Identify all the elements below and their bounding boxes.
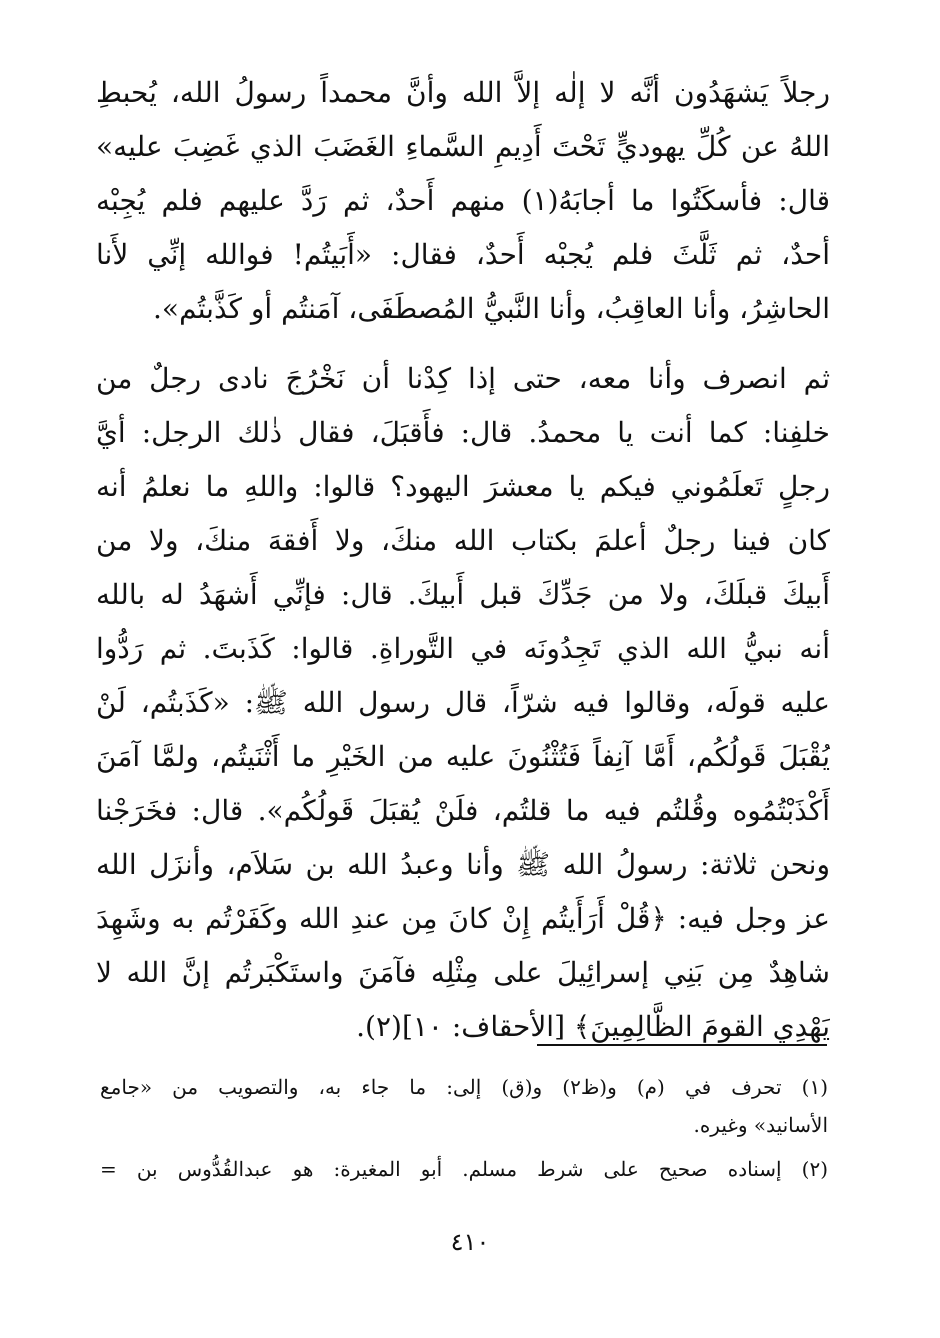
text-line: رجلٍ تَعلَمُوني فيكم يا معشرَ اليهود؟ قالوا: واللهِ ما نعلمُ أنه [96, 470, 830, 503]
footnote-line: (١) تحرف في (م) و(ظ٢) و(ق) إلى: ما جاء به، والتصويب من «جامع [100, 1075, 828, 1099]
text-line: ثم انصرف وأنا معه، حتى إذا كِدْنا أن نَخْرُجَ نادى رجلٌ من [96, 362, 830, 395]
page-number: ٤١٠ [450, 1228, 490, 1256]
footnote-line: (٢) إسناده صحيح على شرط مسلم. أبو المغيرة: هو عبدالقُدُّوس بن = [100, 1157, 828, 1181]
text-line: عليه قولَه، وقالوا فيه شرّاً، قال رسول الله ﷺ: «كَذَبتُم، لَنْ [96, 686, 830, 719]
text-line: الحاشِرُ، وأنا العاقِبُ، وأنا النَّبيُّ المُصطَفَى، آمَنتُم أو كَذَّبتُم». [153, 292, 830, 325]
text-line: شاهِدٌ مِن بَنِي إسرائِيلَ على مِثْلِه فآمَنَ واستَكْبَرتُم إنَّ الله لا [96, 956, 830, 989]
text-line: أَكْذَبْتُمُوه وقُلتُم فيه ما قلتُم، فلَنْ يُقبَلَ قَولُكُم». قال: فخَرَجْنا [96, 794, 830, 827]
text-line: عز وجل فيه: ﴿قُلْ أَرَأَيتُم إِنْ كانَ مِن عندِ الله وكَفَرْتُم به وشَهِدَ [96, 902, 830, 935]
text-line: خلفِنا: كما أنت يا محمدُ. قال: فأَقبَلَ، فقال ذٰلك الرجل: أيَّ [96, 416, 830, 449]
text-line: أَبيكَ قبلَكَ، ولا من جَدِّكَ قبل أَبيكَ. قال: فإنِّي أَشهَدُ له بالله [96, 578, 830, 611]
text-line: يَهْدِي القومَ الظَّالِمِينَ﴾ [الأحقاف: ١٠](٢). [356, 1010, 830, 1043]
text-line: يُقْبَلَ قَولُكُم، أَمَّا آنِفاً فَتُثْنُونَ عليه من الخَيْرِ ما أَثْنَيتُم، ولمَّا آمَنَ [96, 740, 830, 773]
text-line: كان فينا رجلٌ أعلمَ بكتاب الله منكَ، ولا أَفقهَ منكَ، ولا من [96, 524, 830, 557]
text-line: رجلاً يَشهَدُون أنَّه لا إلٰه إلاَّ الله وأنَّ محمداً رسولُ الله، يُحبطِ [96, 76, 830, 109]
text-line: قال: فأسكَتُوا ما أجابَهُ(١) منهم أَحدٌ، ثم رَدَّ عليهم فلم يُجِبْه [96, 184, 830, 217]
footnote-line: الأسانيد» وغيره. [693, 1113, 828, 1137]
text-line: ونحن ثلاثة: رسولُ الله ﷺ وأنا وعبدُ الله بن سَلاَم، وأنزَل الله [96, 848, 830, 881]
footnote-divider [537, 1044, 827, 1046]
text-line: أحدٌ، ثم ثَلَّثَ فلم يُجبْه أَحدٌ، فقال: «أَبَيتُم! فوالله إنِّي لأَنا [96, 238, 830, 271]
text-line: اللهُ عن كُلِّ يهوديٍّ تَحْتَ أَدِيمِ السَّماءِ الغَضَبَ الذي غَضِبَ عليه» [96, 130, 830, 163]
text-line: أنه نبيُّ الله الذي تَجِدُونَه في التَّوراةِ. قالوا: كَذَبتَ. ثم رَدُّوا [96, 632, 830, 665]
